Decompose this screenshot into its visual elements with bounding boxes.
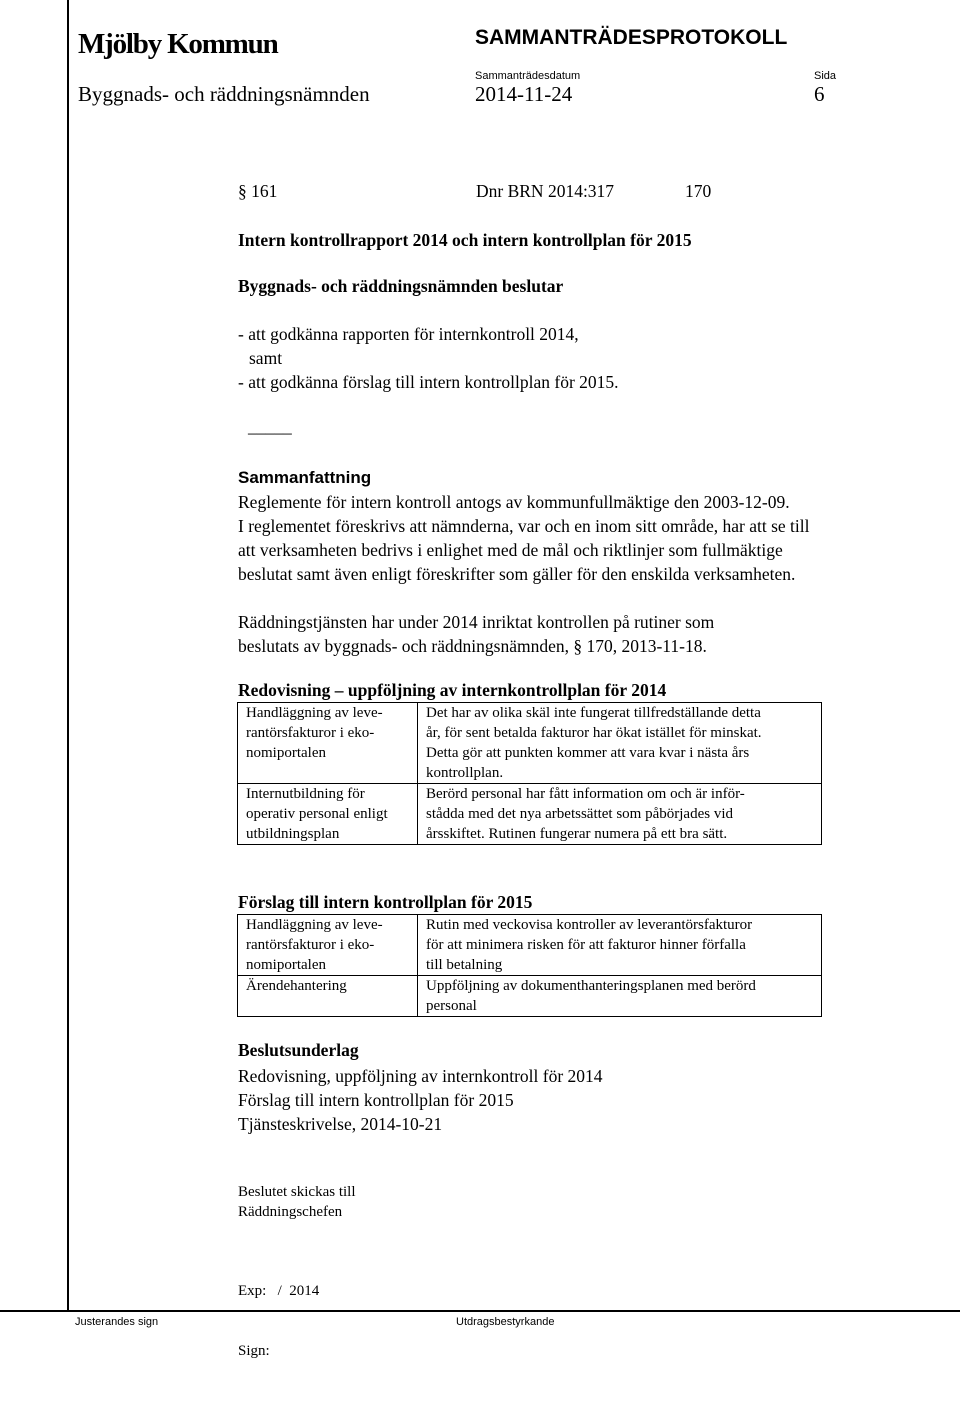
summary-line: att verksamheten bedrivs i enlighet med de mål och riktlinjer som fullmäktige [238,540,783,560]
summary-paragraph [238,490,809,586]
basis-item: Redovisning, uppföljning av internkontroll för 2014 [238,1066,603,1086]
summary-line: I reglementet föreskrivs att nämnderna, var och en inom sitt område, har att se till [238,516,810,536]
summary-line: Reglemente för intern kontroll antogs av kommunfullmäktige den 2003-12-09. [238,492,790,512]
summary-line: beslutat samt även enligt föreskrifter som gäller för den enskilda verksamheten. [238,564,796,584]
decision-line: samt [249,348,283,368]
decision-line: - att godkänna förslag till intern kontrollplan för 2015. [238,372,619,392]
table-row [238,976,822,1017]
basis-heading: Beslutsunderlag [238,1040,359,1060]
table-cell-text: Det har av olika skäl inte fungerat tillfredställande detta år, för sent betalda fakturor har ökat istället för minskat. Detta gör att punkten kommer att vara kvar i nästa års kontrollplan. [418,703,822,784]
table-cell-text: Berörd personal har fått information om och är inför- stådda med det nya arbetssättet som påbörjades vid årsskiftet. Rutinen fungerar numera på ett bra sätt. [418,784,822,845]
dnr: Dnr BRN 2014:317 [476,181,615,201]
footer-utdragsbestyrkande: Utdragsbestyrkande [456,1316,555,1328]
item-title: Intern kontrollrapport 2014 och intern kontrollplan för 2015 [238,230,692,250]
sent-recipient: Räddningschefen [238,1204,343,1220]
page-label: Sida [814,70,837,82]
plan-heading: Förslag till intern kontrollplan för 2015 [238,892,533,912]
sign-line: Sign: [238,1343,270,1359]
table-cell-text: Rutin med veckovisa kontroller av leverantörsfakturor för att minimera risken för att fakturor hinner förfalla till betalning [418,915,822,976]
summary-heading: Sammanfattning [238,468,372,487]
table-row [238,703,822,784]
paragraph-number: § 161 [238,181,278,201]
exp-line: Exp: / 2014 [238,1283,320,1299]
report-table [237,702,822,845]
table-cell-area: Handläggning av leve- rantörsfakturor i eko- nomiportalen [238,915,418,976]
left-margin-rule [67,0,69,1312]
case-code: 170 [685,181,712,201]
plan-table [237,914,822,1017]
table-cell-area: Internutbildning för operativ personal enligt utbildningsplan [238,784,418,845]
table-cell-text: Uppföljning av dokumenthanteringsplanen med berörd personal [418,976,822,1017]
date-label: Sammanträdesdatum [475,70,581,82]
table-row [238,784,822,845]
report-heading: Redovisning – uppföljning av internkontrollplan för 2014 [238,680,667,700]
page-number: 6 [814,82,825,106]
organization-name: Mjölby Kommun [78,28,278,60]
decision-line: - att godkänna rapporten för internkontroll 2014, [238,324,579,344]
summary-line: Räddningstjänsten har under 2014 inriktat kontrollen på rutiner som [238,612,715,632]
basis-list [238,1064,603,1136]
expedition [238,1241,319,1381]
summary-paragraph-2 [238,610,714,658]
sent-label: Beslutet skickas till [238,1184,356,1200]
basis-item: Förslag till intern kontrollplan för 2015 [238,1090,514,1110]
table-cell-area: Handläggning av leve- rantörsfakturor i eko- nomiportalen [238,703,418,784]
committee-name: Byggnads- och räddningsnämnden [78,82,370,106]
footer-rule [0,1310,960,1312]
meeting-date: 2014-11-24 [475,82,573,106]
summary-line: beslutats av byggnads- och räddningsnämnden, § 170, 2013-11-18. [238,636,707,656]
decision-heading: Byggnads- och räddningsnämnden beslutar [238,276,564,296]
footer-justerandes-sign: Justerandes sign [75,1316,159,1328]
document-type: SAMMANTRÄDESPROTOKOLL [475,26,788,49]
table-row [238,915,822,976]
basis-item: Tjänsteskrivelse, 2014-10-21 [238,1114,443,1134]
recipients [238,1182,356,1222]
table-cell-area: Ärendehantering [238,976,418,1017]
separator: _____ [248,416,292,436]
